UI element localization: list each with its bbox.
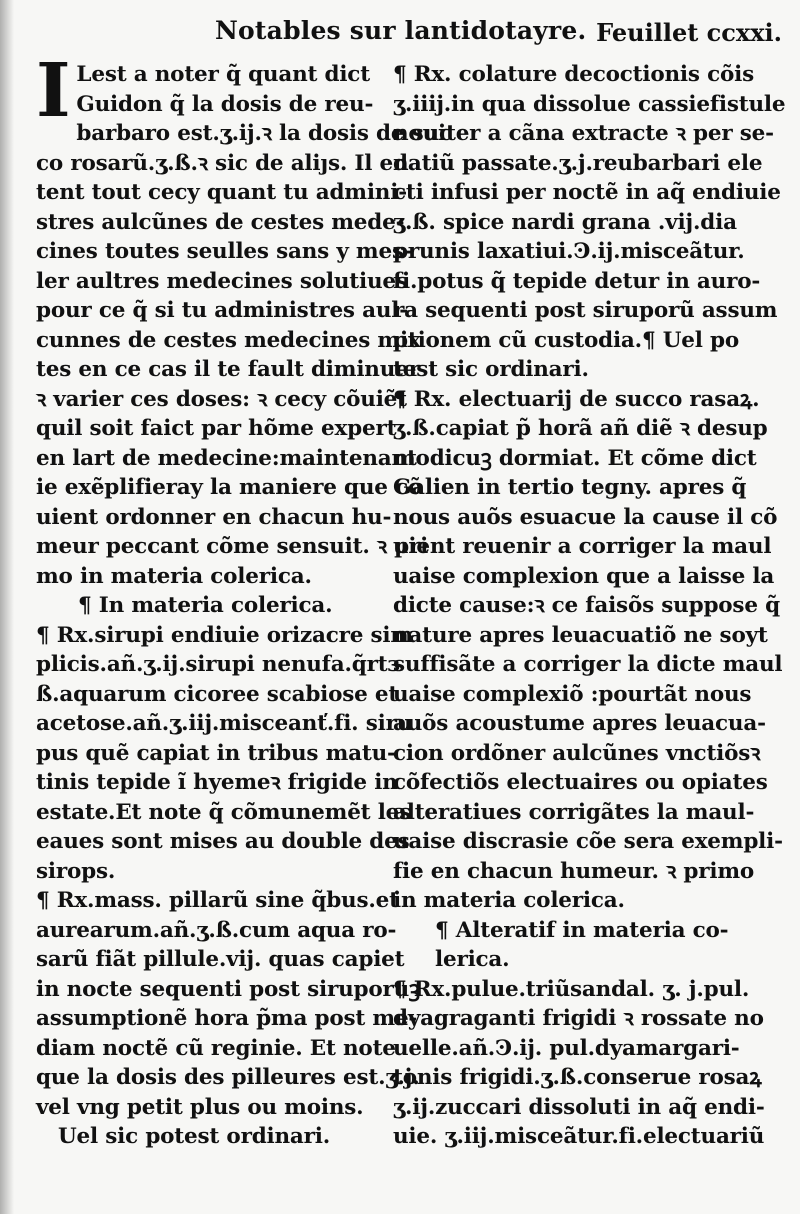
text-line: uient ordonner en chacun hu- <box>36 504 392 530</box>
text-line: uie. ʒ.iij.misceãtur.fi.electuariũ <box>393 1124 765 1149</box>
text-line: fie en chacun humeur. ꝛ primo <box>393 858 755 884</box>
text-line: en lart de medecine:maintenant <box>36 445 417 471</box>
text-line: tinis tepide ĩ hyemeꝛ frigide in <box>36 770 398 795</box>
text-line: cõfectiõs electuaires ou opiates <box>393 770 768 795</box>
text-line: uaise discrasie cõe sera exempli- <box>393 829 783 854</box>
text-line: ler aultres medecines solutiues <box>36 268 408 294</box>
right-column <box>393 60 786 1152</box>
right-body-lines <box>393 60 786 916</box>
text-line: cti infusi per noctẽ in aq̃ endiuie <box>393 180 781 205</box>
text-line: prunis laxatiui.Ͽ.ij.misceãtur. <box>393 239 745 264</box>
text-line: co rosarũ.ʒ.ß.ꝛ sic de aliȷs. Il en <box>36 150 409 176</box>
text-line: cines toutes seulles sans y mes- <box>36 239 413 264</box>
text-line: uaise complexion que a laisse la <box>393 563 775 589</box>
text-line: assumptionẽ hora p̃ma post me- <box>36 1006 418 1031</box>
text-line: cunnes de cestes medecines mix <box>36 327 421 353</box>
text-line: mo in materia colerica. <box>36 563 312 589</box>
text-line: barbaro est.ʒ.ij.ꝛ la dosis de suc <box>76 121 452 146</box>
text-line: plicis.añ.ʒ.ij.sirupi nenufa.q̃rtɜ <box>36 652 400 677</box>
text-line: alteratiues corrigãtes la maul- <box>393 799 755 825</box>
folio-number: Feuillet ccxxi. <box>596 18 782 47</box>
section-heading: ¶ In materia colerica. <box>78 593 333 618</box>
text-line: sirops. <box>36 858 116 884</box>
text-line: pour ce q̃ si tu administres aul- <box>36 298 408 323</box>
text-line: ¶ Rx.mass. pillarũ sine q̃bus.et <box>36 888 399 913</box>
text-line: Guidon q̃ la dosis de reu- <box>76 91 374 117</box>
text-line: ß.aquarum cicoree scabiose et <box>36 681 399 707</box>
section-heading-continued: lerica. <box>435 947 510 972</box>
text-line: diam noctẽ cũ reginie. Et note <box>36 1035 396 1061</box>
text-line: cion ordõner aulcũnes vnctiõsꝛ <box>393 740 761 766</box>
text-line: auõs acoustume apres leuacua- <box>393 711 766 736</box>
text-line: nature apres leuacuatiõ ne soyt <box>393 622 768 648</box>
left-recipe-lines <box>36 621 420 1123</box>
drop-cap-lines <box>36 48 378 134</box>
text-line: nous auõs esuacue la cause il cõ <box>393 504 778 530</box>
left-column <box>36 48 452 1152</box>
section-heading: ¶ Alteratif in materia co- <box>435 917 729 943</box>
text-line: ʒ.ß.capiat p̃ horã añ diẽ ꝛ desup <box>393 416 768 441</box>
text-line: quil soit faict par hõme expert <box>36 416 397 441</box>
text-line: que la dosis des pilleures est.ʒ.j. <box>36 1065 420 1090</box>
opening-paragraph <box>36 48 378 134</box>
text-line: Lest a noter q̃ quant dict <box>76 62 370 87</box>
text-line: tent tout cecy quant tu admini- <box>36 180 407 205</box>
text-line: acetose.añ.ʒ.iij.misceanť.fi. siru <box>36 711 413 736</box>
text-line: ʒ.ij.zuccari dissoluti in aq̃ endi- <box>393 1094 765 1120</box>
text-line: uaise complexiõ :pourtãt nous <box>393 681 752 707</box>
text-line: test sic ordinari. <box>393 357 589 382</box>
text-line: nouiter a cãna extracte ꝛ per se- <box>393 121 774 146</box>
text-line: in nocte sequenti post siruporuꝫ <box>36 976 420 1002</box>
text-line: aurearum.añ.ʒ.ß.cum aqua ro- <box>36 917 397 943</box>
text-line: pus quẽ capiat in tribus matu- <box>36 740 396 766</box>
text-line: sarũ fiãt pillule.vij. quas capiet <box>36 947 405 972</box>
page-edge-shadow <box>0 0 14 1214</box>
text-line: Galien in tertio tegny. apres q̃ <box>393 475 747 500</box>
text-line: meur peccant cõme sensuit. ꝛ pri <box>36 534 429 559</box>
text-line: ptionem cũ custodia.¶ Uel po <box>393 327 739 353</box>
text-line: fi.potus q̃ tepide detur in auro- <box>393 268 761 294</box>
text-line: modicuꝫ dormiat. Et cõme dict <box>393 445 757 471</box>
text-line: eaues sont mises au double des <box>36 829 410 854</box>
text-line: stres aulcũnes de cestes mede- <box>36 209 405 235</box>
text-line: ¶ Rx. electuarij de succo rasaꝝ. <box>393 386 760 412</box>
text-line: in materia colerica. <box>393 888 625 913</box>
text-line: ʒ.iiij.in qua dissolue cassiefistule <box>393 91 786 117</box>
text-line: ꝛ varier ces doses: ꝛ cecy cõuiẽt <box>36 386 407 412</box>
text-line: ʒ.ß. spice nardi grana .vij.dia <box>393 209 737 235</box>
text-line: datiũ passate.ʒ.j.reubarbari ele <box>393 150 763 176</box>
text-line: uient reuenir a corriger la maul <box>393 534 772 559</box>
text-line: ra sequenti post siruporũ assum <box>393 298 778 323</box>
left-body-lines <box>36 119 452 591</box>
drop-cap-initial: I <box>36 48 71 134</box>
text-line: ¶ Rx.pulue.triũsandal. ʒ. j.pul. <box>393 976 750 1002</box>
text-line: vel vng petit plus ou moins. <box>36 1094 364 1120</box>
text-line: uelle.añ.Ͽ.ij. pul.dyamargari- <box>393 1035 740 1061</box>
right-recipe-lines <box>393 975 765 1152</box>
text-line: ie exẽplifieray la maniere que cõ <box>36 475 423 500</box>
text-line: dicte cause:ꝛ ce faisõs suppose q̃ <box>393 593 780 618</box>
text-line: estate.Et note q̃ cõmunemẽt les <box>36 799 412 825</box>
text-line: ¶ Rx.sirupi endiuie orizacre sim <box>36 622 413 648</box>
running-head: Notables sur lantidotayre. <box>215 16 587 45</box>
text-line: ¶ Rx. colature decoctionis cõis <box>393 62 754 87</box>
text-line: tes en ce cas il te fault diminuer <box>36 357 420 382</box>
text-line: dyagraganti frigidi ꝛ rossate no <box>393 1006 764 1031</box>
closing-line: Uel sic potest ordinari. <box>58 1124 331 1149</box>
text-line: tonis frigidi.ʒ.ß.conserue rosaꝝ <box>393 1065 762 1090</box>
text-line: suffisãte a corriger la dicte maul <box>393 652 783 677</box>
